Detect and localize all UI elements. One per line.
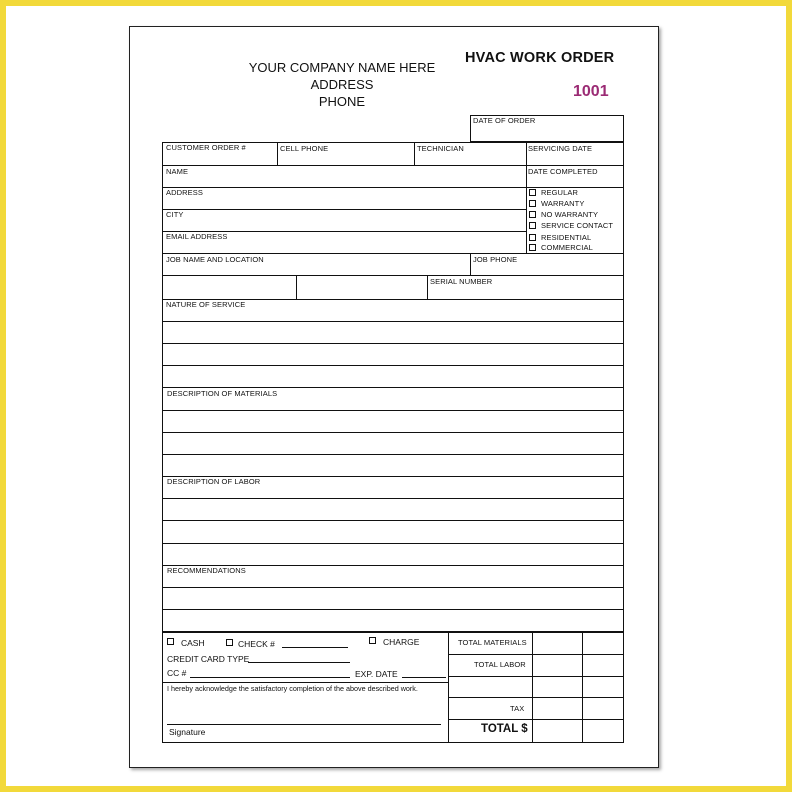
residential-label: RESIDENTIAL [541, 233, 592, 242]
servicing-date-label: SERVICING DATE [528, 144, 593, 153]
form-title: HVAC WORK ORDER [465, 50, 615, 66]
serial-number-label: SERIAL NUMBER [430, 277, 493, 286]
service-contact-label: SERVICE CONTACT [541, 221, 614, 230]
rule [414, 142, 415, 165]
tax-label: TAX [510, 704, 525, 713]
nature-of-service-label: NATURE OF SERVICE [166, 300, 246, 309]
signature-label: Signature [169, 727, 206, 737]
rule [162, 410, 624, 411]
rule [448, 697, 624, 698]
company-address: ADDRESS [310, 77, 374, 92]
rule [162, 432, 624, 433]
rule [296, 275, 297, 299]
warranty-checkbox[interactable] [529, 200, 536, 207]
rule [448, 719, 624, 720]
rule [470, 253, 471, 275]
date-of-order-label: DATE OF ORDER [473, 116, 536, 125]
rule [448, 676, 624, 677]
address-label: ADDRESS [166, 188, 203, 197]
rule [162, 187, 526, 188]
commercial-checkbox[interactable] [529, 244, 536, 251]
description-of-materials-label: DESCRIPTION OF MATERIALS [167, 389, 278, 398]
no-warranty-checkbox[interactable] [529, 211, 536, 218]
check-label: CHECK # [238, 639, 275, 649]
recommendations-label: RECOMMENDATIONS [167, 566, 246, 575]
cash-checkbox[interactable] [167, 638, 174, 645]
rule [532, 632, 533, 743]
customer-order-label: CUSTOMER ORDER # [166, 143, 246, 152]
rule [277, 142, 278, 165]
commercial-label: COMMERCIAL [541, 243, 593, 252]
name-label: NAME [166, 167, 189, 176]
check-number-line[interactable] [282, 647, 348, 648]
exp-date-line[interactable] [402, 677, 446, 678]
rule [162, 253, 624, 254]
description-lines [162, 388, 624, 632]
description-of-labor-label: DESCRIPTION OF LABOR [167, 477, 261, 486]
customer-info-table [162, 142, 624, 388]
cc-number-label: CC # [167, 668, 187, 678]
rule [526, 142, 527, 253]
acknowledgement-text: I hereby acknowledge the satisfactory completion of the above described work. [167, 684, 418, 693]
rule [162, 520, 624, 521]
technician-label: TECHNICIAN [417, 144, 464, 153]
total-materials-label: TOTAL MATERIALS [458, 638, 527, 647]
rule [448, 632, 449, 743]
rule [162, 321, 624, 322]
signature-line[interactable] [167, 724, 441, 725]
warranty-label: WARRANTY [541, 199, 585, 208]
city-label: CITY [166, 210, 184, 219]
grand-total-label: TOTAL $ [481, 723, 528, 735]
date-completed-label: DATE COMPLETED [528, 167, 598, 176]
rule [162, 609, 624, 610]
rule [162, 498, 624, 499]
rule [448, 654, 624, 655]
job-name-location-label: JOB NAME AND LOCATION [166, 255, 264, 264]
cash-label: CASH [181, 638, 205, 648]
rule [162, 275, 624, 276]
total-labor-label: TOTAL LABOR [474, 660, 526, 669]
credit-card-type-label: CREDIT CARD TYPE [167, 654, 250, 664]
rule [427, 275, 428, 299]
no-warranty-label: NO WARRANTY [541, 210, 599, 219]
service-contact-checkbox[interactable] [529, 222, 536, 229]
cc-number-line[interactable] [190, 677, 350, 678]
charge-checkbox[interactable] [369, 637, 376, 644]
regular-checkbox[interactable] [529, 189, 536, 196]
check-checkbox[interactable] [226, 639, 233, 646]
rule [162, 543, 624, 544]
credit-card-type-line[interactable] [248, 662, 350, 663]
company-name: YOUR COMPANY NAME HERE [248, 60, 436, 75]
rule [162, 209, 526, 210]
charge-label: CHARGE [383, 637, 420, 647]
work-order-form [129, 26, 659, 768]
rule [162, 365, 624, 366]
rule [162, 165, 624, 166]
cell-phone-label: CELL PHONE [280, 144, 329, 153]
regular-label: REGULAR [541, 188, 578, 197]
job-phone-label: JOB PHONE [473, 255, 518, 264]
rule [162, 454, 624, 455]
rule [162, 682, 448, 683]
company-phone: PHONE [318, 94, 366, 109]
rule [162, 343, 624, 344]
order-number: 1001 [573, 83, 609, 100]
rule [582, 632, 583, 743]
rule [162, 587, 624, 588]
exp-date-label: EXP. DATE [355, 669, 398, 679]
residential-checkbox[interactable] [529, 234, 536, 241]
email-address-label: EMAIL ADDRESS [166, 232, 228, 241]
